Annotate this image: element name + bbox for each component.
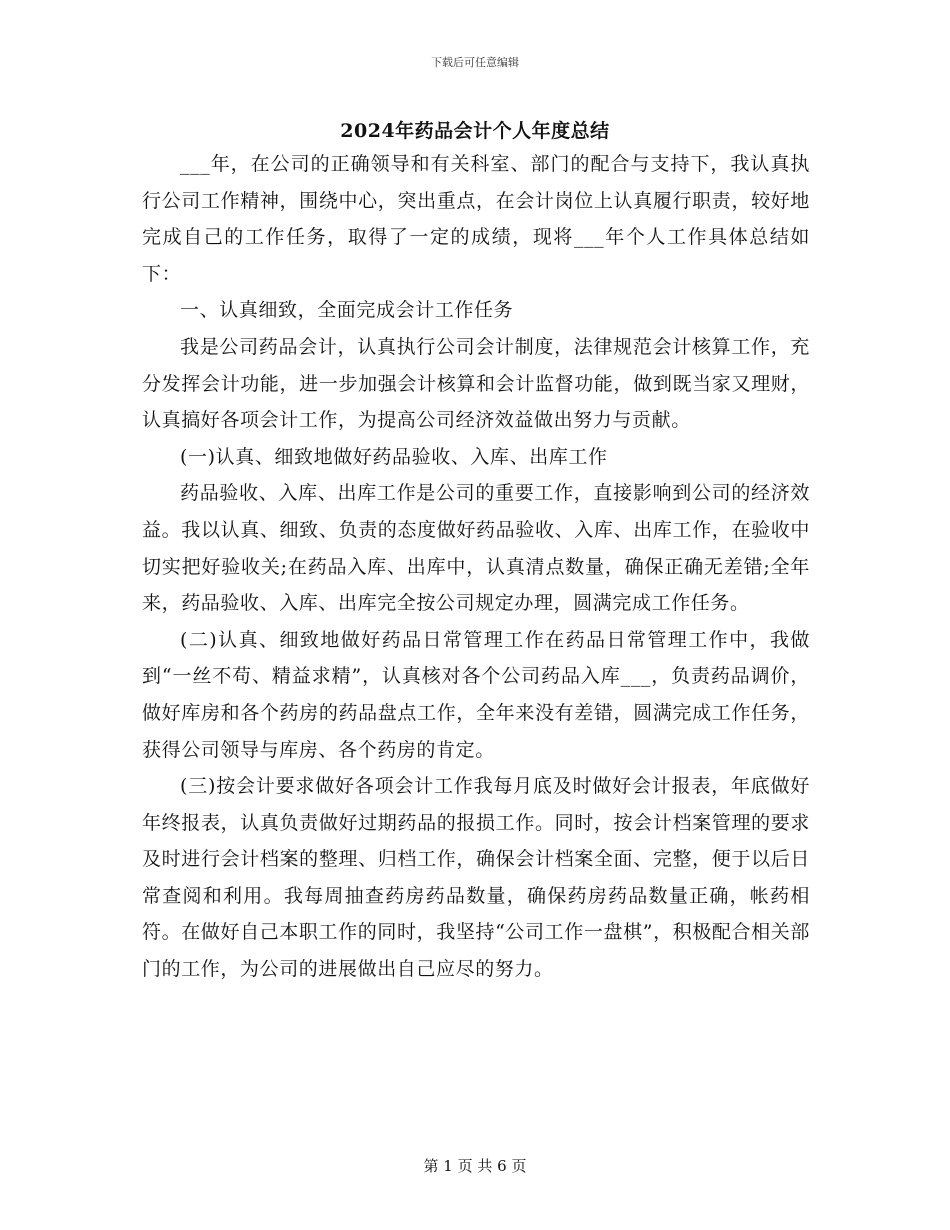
subsection-heading-1: (一)认真、细致地做好药品验收、入库、出库工作 bbox=[180, 445, 608, 468]
section-heading-1: 一、认真细致，全面完成会计工作任务 bbox=[180, 299, 514, 322]
paragraph-intro: ___年，在公司的正确领导和有关科室、部门的配合与支持下，我认真执行公司工作精神，围绕中心，突出重点，在会计岗位上认真履行职责，较好地完成自己的工作任务，取得了一定的成绩，现将___年个人工作具体总结如下： bbox=[142, 153, 810, 285]
document-body bbox=[142, 146, 810, 988]
page-number: 第 1 页 共 6 页 bbox=[423, 1157, 527, 1175]
paragraph-daily-management: (二)认真、细致地做好药品日常管理工作在药品日常管理工作中，我做到“一丝不苟、精益求精”，认真核对各个公司药品入库___，负责药品调价，做好库房和各个药房的药品盘点工作，全年来没有差错，圆满完成工作任务，获得公司领导与库房、各个药房的肯定。 bbox=[142, 628, 810, 761]
paragraph-accounting: (三)按会计要求做好各项会计工作我每月底及时做好会计报表，年底做好年终报表，认真负责做好过期药品的报损工作。同时，按会计档案管理的要求及时进行会计档案的整理、归档工作，确保会计档案全面、完整，便于以后日常查阅和利用。我每周抽查药房药品数量，确保药房药品数量正确，帐药相符。在做好自己本职工作的同时，我坚持“公司工作一盘棋”，积极配合相关部门的工作，为公司的进展做出自己应尽的努力。 bbox=[142, 775, 810, 981]
document-title: 2024年药品会计个人年度总结 bbox=[340, 120, 610, 142]
paragraph-inventory: 药品验收、入库、出库工作是公司的重要工作，直接影响到公司的经济效益。我以认真、细致、负责的态度做好药品验收、入库、出库工作，在验收中切实把好验收关;在药品入库、出库中，认真清点数量，确保正确无差错;全年来，药品验收、入库、出库完全按公司规定办理，圆满完成工作任务。 bbox=[142, 482, 810, 615]
header-note: 下载后可任意编辑 bbox=[431, 56, 519, 69]
paragraph-role: 我是公司药品会计，认真执行公司会计制度，法律规范会计核算工作，充分发挥会计功能，进一步加强会计核算和会计监督功能，做到既当家又理财，认真搞好各项会计工作，为提高公司经济效益做出努力与贡献。 bbox=[142, 335, 810, 432]
